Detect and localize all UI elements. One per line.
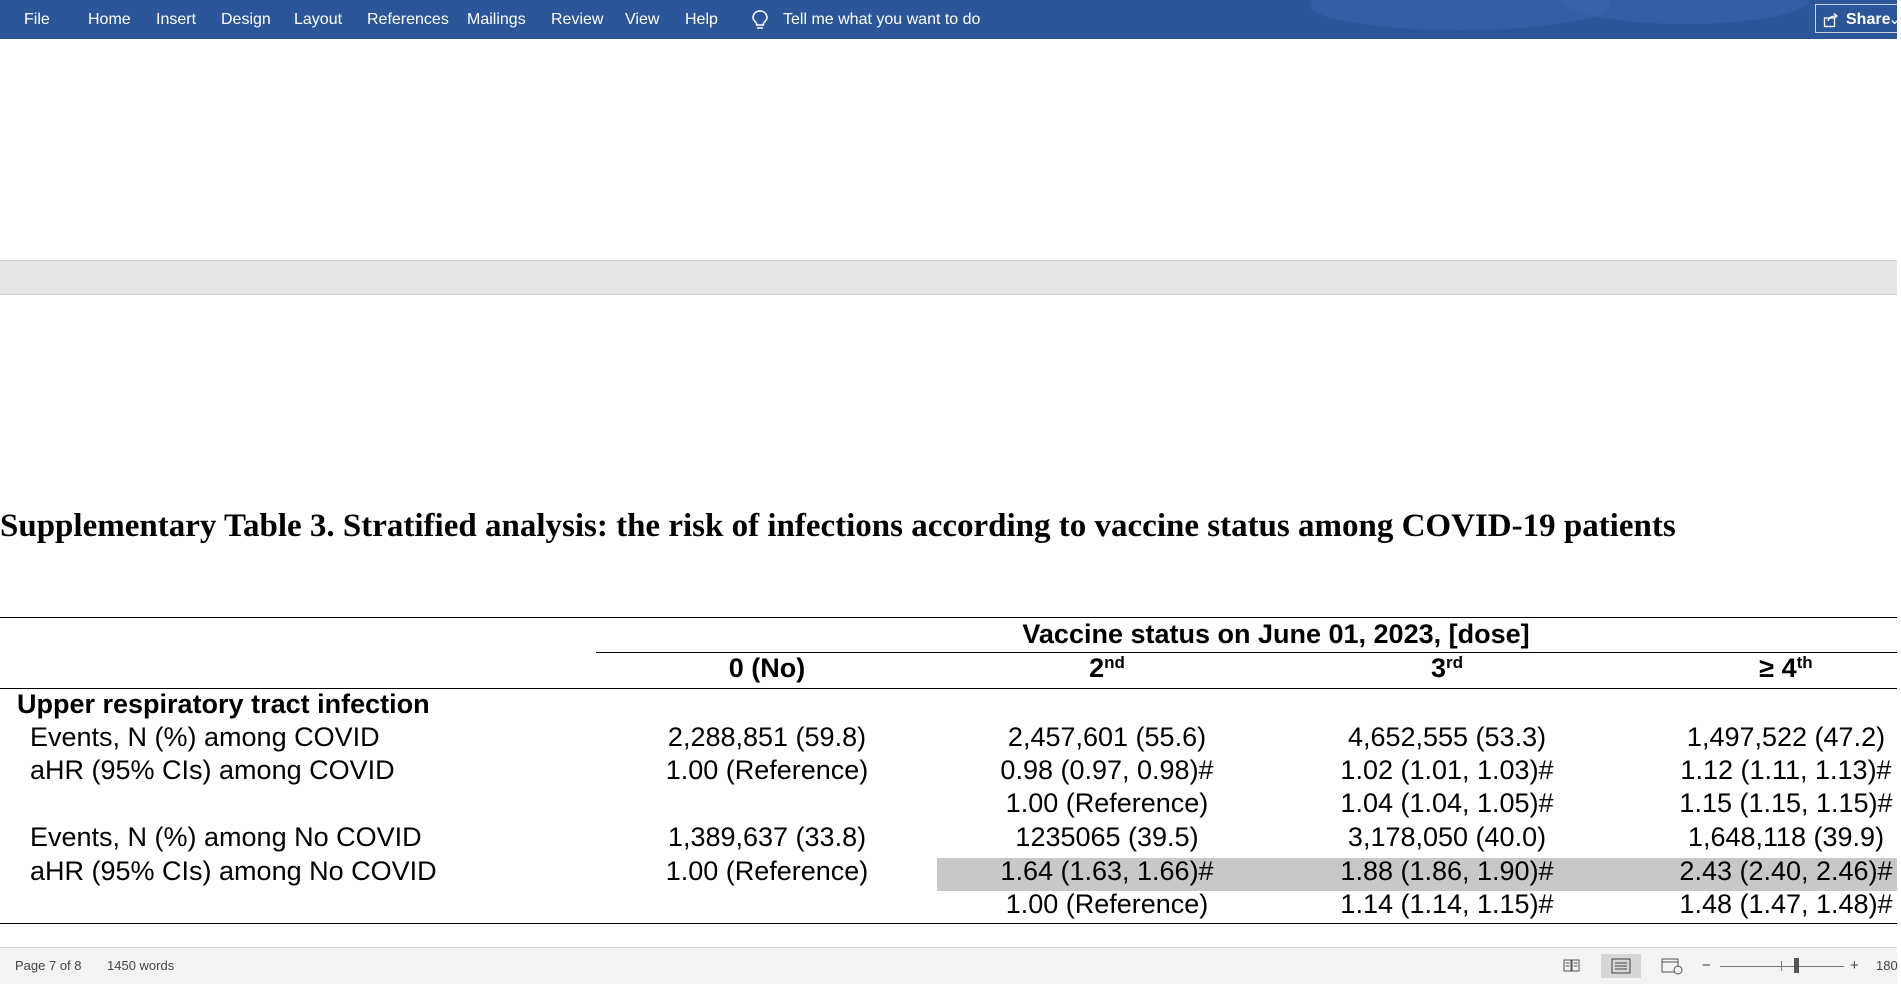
table-cell: 1.00 (Reference) bbox=[1005, 788, 1209, 818]
zoom-slider-track[interactable] bbox=[1720, 966, 1844, 967]
ribbon-decoration bbox=[1560, 0, 1810, 24]
tab-view[interactable]: View bbox=[625, 11, 660, 28]
table-cell: 0.98 (0.97, 0.98)# bbox=[1000, 755, 1214, 785]
tell-me-search[interactable]: Tell me what you want to do bbox=[783, 11, 981, 28]
column-header-label: 0 (No) bbox=[728, 653, 806, 683]
tab-insert[interactable]: Insert bbox=[156, 11, 197, 28]
tab-help[interactable]: Help bbox=[685, 11, 718, 28]
table-cell: 2,457,601 (55.6) bbox=[1007, 722, 1207, 752]
table-cell: 1.64 (1.63, 1.66)# bbox=[1000, 856, 1214, 886]
column-header-suffix: nd bbox=[1104, 653, 1125, 672]
table-cell: 1,497,522 (47.2) bbox=[1686, 722, 1886, 752]
row-label: Events, N (%) among COVID bbox=[30, 722, 380, 752]
tab-file[interactable]: File bbox=[24, 11, 50, 28]
document-title: Supplementary Table 3. Stratified analysis: the risk of infections according to vaccine status among COVID-19 patients bbox=[0, 508, 1676, 544]
web-layout-icon bbox=[1651, 954, 1691, 978]
table-cell: 1.00 (Reference) bbox=[665, 755, 869, 785]
table-cell: 2,288,851 (59.8) bbox=[667, 722, 867, 752]
column-header bbox=[1431, 653, 1463, 684]
status-bar bbox=[0, 947, 1897, 984]
read-mode-icon bbox=[1552, 954, 1592, 978]
tab-home[interactable]: Home bbox=[88, 11, 131, 28]
table-cell: 1.00 (Reference) bbox=[1005, 889, 1209, 919]
zoom-midpoint-tick bbox=[1781, 961, 1782, 971]
share-icon bbox=[1823, 12, 1839, 28]
table-cell: 3,178,050 (40.0) bbox=[1347, 822, 1547, 852]
tab-layout[interactable]: Layout bbox=[294, 11, 343, 28]
row-label: Events, N (%) among No COVID bbox=[30, 822, 422, 852]
column-header-label: 2 bbox=[1089, 653, 1105, 683]
row-label: aHR (95% CIs) among No COVID bbox=[30, 856, 437, 886]
column-header-suffix: rd bbox=[1446, 653, 1464, 672]
ribbon-tab-bar bbox=[0, 0, 1901, 39]
zoom-slider-thumb[interactable] bbox=[1794, 958, 1799, 973]
column-header bbox=[1759, 653, 1812, 684]
table-cell: 1.48 (1.47, 1.48)# bbox=[1679, 889, 1893, 919]
table-cell: 4,652,555 (53.3) bbox=[1347, 722, 1547, 752]
web-layout-button[interactable] bbox=[1651, 954, 1691, 978]
table-cell: 1.04 (1.04, 1.05)# bbox=[1340, 788, 1554, 818]
word-count[interactable]: 1450 words bbox=[107, 958, 175, 973]
table-cell: 1.02 (1.01, 1.03)# bbox=[1340, 755, 1554, 785]
column-header bbox=[1089, 653, 1125, 684]
section-label: Upper respiratory tract infection bbox=[17, 689, 430, 719]
table-bottom-rule bbox=[0, 923, 1897, 924]
table-cell: 1.14 (1.14, 1.15)# bbox=[1340, 889, 1554, 919]
tab-references[interactable]: References bbox=[367, 11, 449, 28]
column-header-label: 3 bbox=[1430, 653, 1447, 683]
table-cell: 1.12 (1.11, 1.13)# bbox=[1680, 755, 1892, 785]
table-cell: 1,648,118 (39.9) bbox=[1687, 822, 1885, 852]
column-header-suffix: th bbox=[1796, 653, 1813, 672]
table-cell: 1.15 (1.15, 1.15)# bbox=[1679, 788, 1893, 818]
tab-review[interactable]: Review bbox=[551, 11, 604, 28]
read-mode-button[interactable] bbox=[1552, 954, 1592, 978]
print-layout-button[interactable] bbox=[1601, 954, 1641, 978]
page-separator bbox=[0, 260, 1897, 295]
table-cell: 1235065 (39.5) bbox=[1015, 822, 1199, 852]
row-label: aHR (95% CIs) among COVID bbox=[30, 755, 395, 785]
zoom-out-button[interactable]: − bbox=[1702, 957, 1711, 974]
table-top-rule bbox=[0, 617, 1897, 618]
tab-design[interactable]: Design bbox=[221, 11, 271, 28]
table-cell: 1,389,637 (33.8) bbox=[667, 822, 867, 852]
share-button[interactable] bbox=[1815, 4, 1901, 33]
print-layout-icon bbox=[1601, 954, 1641, 978]
page-count[interactable]: Page 7 of 8 bbox=[15, 958, 82, 973]
spanning-header: Vaccine status on June 01, 2023, [dose] bbox=[1022, 619, 1530, 649]
table-cell: 1.88 (1.86, 1.90)# bbox=[1340, 856, 1554, 886]
zoom-level[interactable]: 180 bbox=[1876, 958, 1898, 973]
table-cell: 2.43 (2.40, 2.46)# bbox=[1679, 856, 1893, 886]
chevron-down-icon: ⌄ bbox=[1888, 11, 1901, 28]
tab-mailings[interactable]: Mailings bbox=[467, 11, 526, 28]
column-header-label: ≥ 4 bbox=[1759, 653, 1797, 683]
table-cell: 1.00 (Reference) bbox=[665, 856, 869, 886]
zoom-in-button[interactable]: + bbox=[1850, 957, 1859, 974]
lightbulb-icon[interactable] bbox=[750, 9, 770, 31]
share-label: Share bbox=[1846, 11, 1891, 28]
column-header bbox=[729, 653, 806, 684]
